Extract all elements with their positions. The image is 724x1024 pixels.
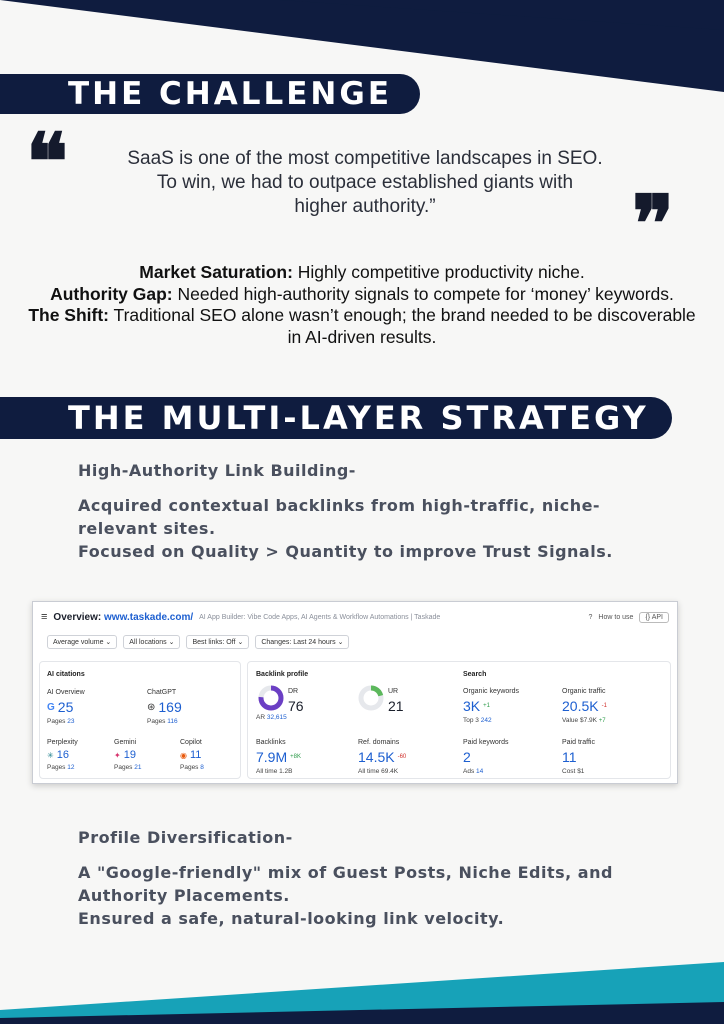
metric-ai-overview[interactable]: AI Overview G 25 Pages 23 [47,689,85,725]
metric-chatgpt[interactable]: ChatGPT ⊛ 169 Pages 116 [147,689,182,725]
metric-perplexity[interactable]: Perplexity ✳ 16 Pages 12 [47,739,78,771]
section-title: Profile Diversification- [78,828,293,847]
site-description: AI App Builder: Vibe Code Apps, AI Agents & Workflow Automations | Taskade [199,613,441,621]
section-profile-diversification [78,826,678,930]
strategy-heading: THE MULTI-LAYER STRATEGY [0,397,672,439]
filter-average-volume[interactable]: Average volume ⌄ [47,635,117,649]
ahrefs-overview-card [32,601,678,784]
section-line: A "Google-friendly" mix of Guest Posts, Niche Edits, and Authority Placements. [78,863,613,905]
metric-dr[interactable]: DR 76 [288,688,304,714]
ur-donut-chart [358,685,384,711]
quote-line: SaaS is one of the most competitive landscapes in SEO. [127,148,603,169]
overview-title: Overview: www.taskade.com/ [53,611,194,623]
help-icon: ? [588,613,593,621]
close-quote-icon: ❞ [632,179,674,270]
filter-changes[interactable]: Changes: Last 24 hours ⌄ [255,635,349,649]
gemini-icon: ✦ [114,750,121,760]
metric-organic-traffic[interactable]: Organic traffic 20.5K -1 Value $7.9K +7 [562,688,607,724]
open-quote-icon: ❝ [26,117,68,208]
bullet-market-saturation: Market Saturation: Highly competitive productivity niche. [139,262,585,282]
bottom-decorative-shape [0,952,724,1024]
metric-ar[interactable]: AR 32,615 [256,714,287,721]
metric-ref-domains[interactable]: Ref. domains 14.5K -60 All time 69.4K [358,739,407,775]
perplexity-icon: ✳ [47,750,54,760]
metric-copilot[interactable]: Copilot ◉ 11 Pages 8 [180,739,204,771]
quote-line: higher authority.” [294,196,436,217]
backlink-profile-title: Backlink profile [256,671,309,678]
chatgpt-icon: ⊛ [147,701,156,713]
section-title: High-Authority Link Building- [78,461,356,480]
section-link-building [78,459,678,563]
filter-bar [47,635,349,649]
bullet-the-shift: The Shift: Traditional SEO alone wasn’t enough; the brand needed to be discoverable in AI-driven results. [28,305,696,347]
quote-line: To win, we had to outpace established giants with [156,172,574,193]
dr-donut-chart [258,685,284,711]
metric-paid-traffic[interactable]: Paid traffic 11 Cost $1 [562,739,595,775]
ai-citations-panel [39,661,241,779]
backlink-search-panel [247,661,671,779]
metric-ur[interactable]: UR 21 [388,688,404,714]
overview-url[interactable]: www.taskade.com/ [104,611,194,623]
challenge-bullets [20,262,704,348]
copilot-icon: ◉ [180,750,187,760]
metric-backlinks[interactable]: Backlinks 7.9M +8K All time 1.2B [256,739,301,775]
section-line: Focused on Quality > Quantity to improve Trust Signals. [78,542,613,561]
menu-icon[interactable]: ≡ [41,611,48,623]
search-title: Search [463,671,487,678]
api-button[interactable]: {} API [639,612,669,623]
ai-citations-title: AI citations [47,671,85,678]
how-to-use-link[interactable]: How to use [598,613,634,621]
bullet-authority-gap: Authority Gap: Needed high-authority signals to compete for ‘money’ keywords. [50,283,674,304]
filter-locations[interactable]: All locations ⌄ [123,635,180,649]
google-icon: G [47,701,55,713]
metric-gemini[interactable]: Gemini ✦ 19 Pages 21 [114,739,142,771]
challenge-quote [60,147,670,219]
code-icon: {} [645,613,651,621]
metric-organic-keywords[interactable]: Organic keywords 3K +1 Top 3 242 [463,688,520,724]
section-line: Acquired contextual backlinks from high-traffic, niche-relevant sites. [78,496,601,538]
filter-best-links[interactable]: Best links: Off ⌄ [186,635,249,649]
dashboard-header [41,609,669,625]
challenge-heading: THE CHALLENGE [0,74,420,114]
metric-paid-keywords[interactable]: Paid keywords 2 Ads 14 [463,739,509,775]
section-line: Ensured a safe, natural-looking link velocity. [78,909,505,928]
